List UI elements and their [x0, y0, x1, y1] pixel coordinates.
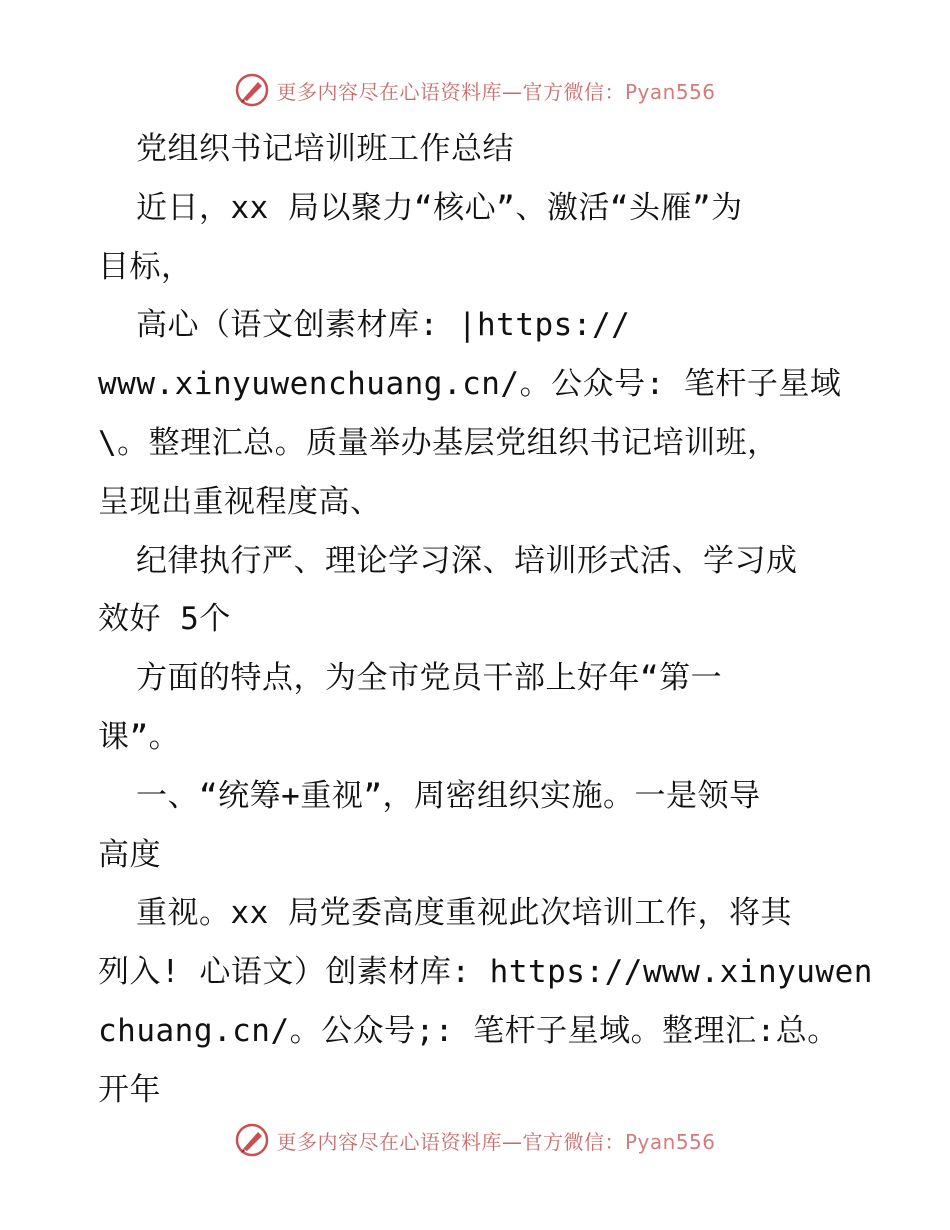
text-line: 呈现出重视程度高、 [98, 483, 382, 520]
watermark-header [0, 70, 950, 110]
text-line: 一、“统筹+重视”，周密组织实施。一是领导 [136, 777, 761, 814]
pen-logo-icon [234, 72, 270, 108]
text-line: 方面的特点，为全市党员干部上好年“第一 [136, 660, 723, 697]
text-line: 党组织书记培训班工作总结 [136, 131, 514, 167]
text-line: 开年 [98, 1071, 161, 1108]
watermark-label [276, 1126, 715, 1155]
text-line: 目标， [98, 248, 193, 285]
text-line: www.xinyuwenchuang.cn/。公众号: 笔杆子星域 [98, 366, 842, 403]
text-line: 课”。 [98, 718, 181, 755]
watermark-footer [0, 1120, 950, 1160]
watermark-account: Pyan556 [624, 1129, 716, 1154]
pen-logo-icon [234, 1122, 270, 1158]
text-line: chuang.cn/。公众号;: 笔杆子星域。整理汇:总。 [98, 1012, 839, 1049]
text-line: 高心（语文创素材库: |https:// [136, 307, 631, 344]
text-line: 高度 [98, 836, 161, 873]
text-line: 效好 5个 [98, 601, 231, 638]
text-line: 列入! 心语文）创素材库: https://www.xinyuwen [98, 954, 873, 991]
watermark-text: 更多内容尽在心语资料库—官方微信： [276, 1129, 625, 1154]
text-line: 近日，xx 局以聚力“核心”、激活“头雁”为 [136, 189, 743, 226]
watermark-text: 更多内容尽在心语资料库—官方微信： [276, 79, 625, 104]
text-line: 重视。xx 局党委高度重视此次培训工作，将其 [136, 895, 792, 932]
text-line: 纪律执行严、理论学习深、培训形式活、学习成 [136, 542, 798, 579]
text-line: \。整理汇总。质量举办基层党组织书记培训班， [98, 424, 779, 461]
watermark-account: Pyan556 [624, 79, 716, 104]
document-body [98, 120, 873, 1120]
watermark-label [276, 76, 715, 105]
